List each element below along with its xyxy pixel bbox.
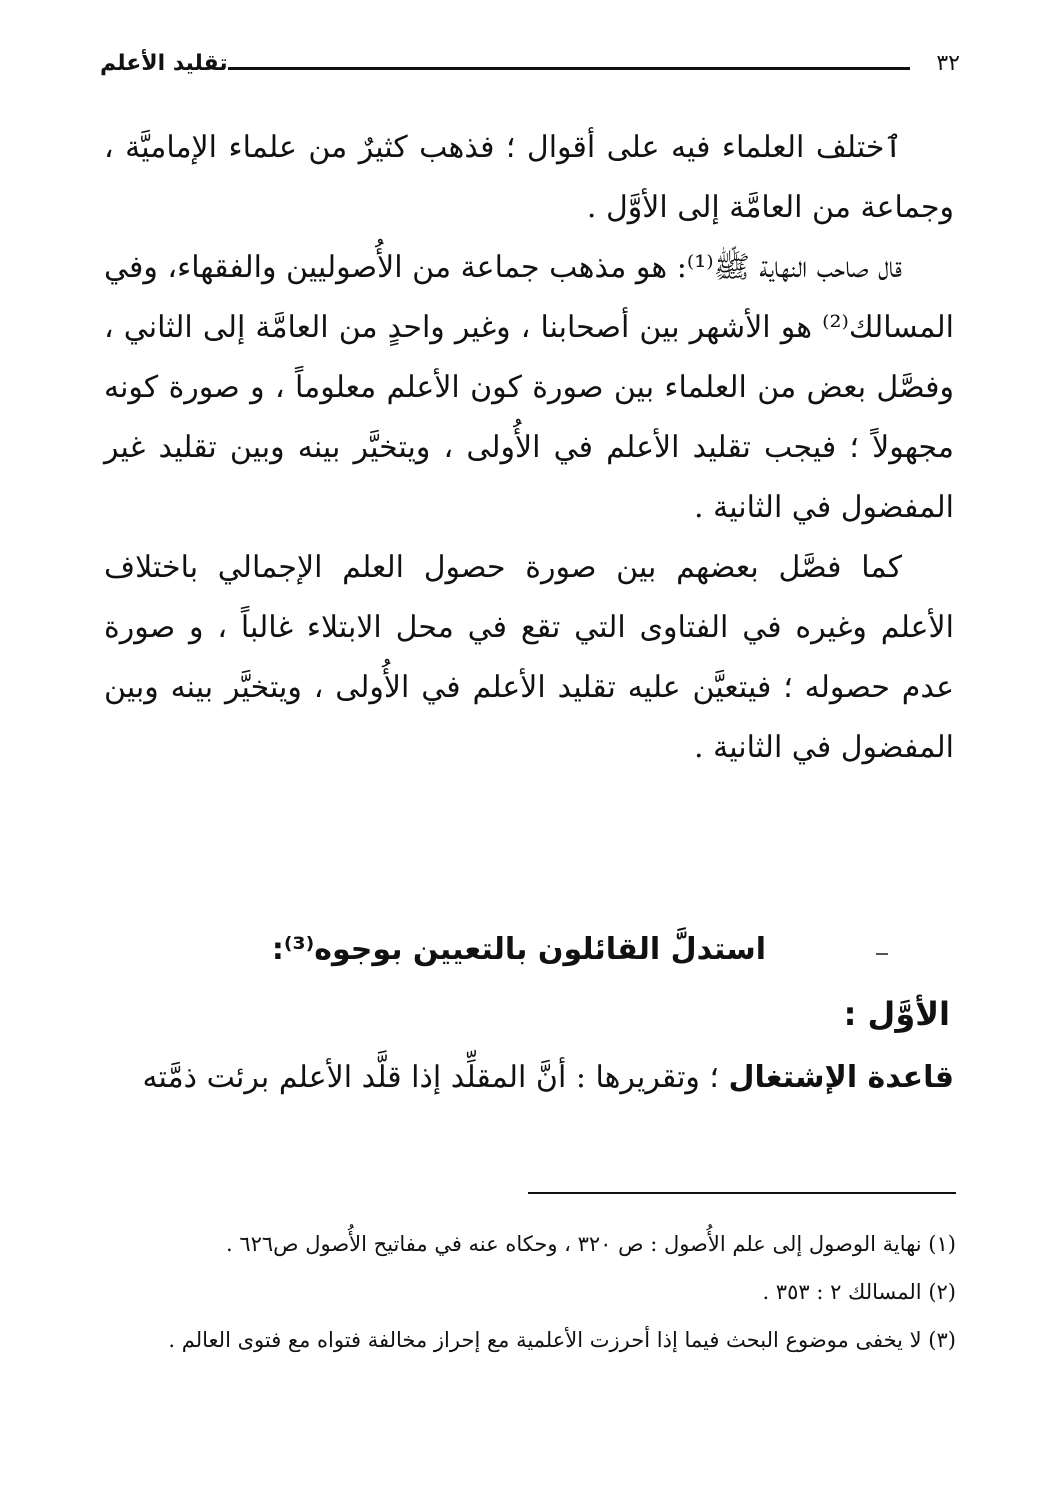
rule-text: ؛ وتقريرها : أنَّ المقلِّد إذا قلَّد الأعلم برئت ذمَّته [142, 1060, 729, 1095]
decorative-dash [876, 953, 888, 955]
footnote-2: (٢) المسالك ٢ : ٣٥٣ . [762, 1280, 956, 1304]
paragraph-3: كما فصَّل بعضهم بين صورة حصول العلم الإجمالي باختلاف الأعلم وغيره في الفتاوى التي تقع في محل الابتلاء غالباً ، و صورة عدم حصوله ؛ فيتعيَّن عليه تقليد الأعلم في الأُولى ، ويتخيَّر بينه وبين المفضول في الثانية . [104, 550, 954, 765]
footnote-3: (٣) لا يخفى موضوع البحث فيما إذا أحرزت الأعلمية مع إحراز مخالفة فتواه مع فتوى العالم . [168, 1328, 956, 1352]
paragraph-2: قال صاحب النهاية ﷺ⁽¹⁾: هو مذهب جماعة من الأُصوليين والفقهاء، وفي المسالك⁽²⁾ هو الأشهر بين أصحابنا ، وغير واحدٍ من العامَّة إلى الثاني ، وفصَّل بعض من العلماء بين صورة كون الأعلم معلوماً ، و صورة كونه مجهولاً ؛ فيجب تقليد الأعلم في الأُولى ، ويتخيَّر بينه وبين تقليد غير المفضول في الثانية . [104, 250, 954, 525]
section-heading: استدلَّ القائلون بالتعيين بوجوه⁽³⁾: [271, 932, 766, 967]
section [104, 918, 954, 1110]
header-rule [228, 67, 910, 70]
footnote-separator [528, 1192, 956, 1194]
footnote-1: (١) نهاية الوصول إلى علم الأُصول : ص ٣٢٠ ، وحكاه عنه في مفاتيح الأُصول ص٦٢٦ . [225, 1232, 956, 1256]
rule-statement [104, 1046, 954, 1110]
page-number: ٣٢ [936, 51, 960, 76]
main-text [104, 118, 954, 778]
footnotes [104, 1222, 956, 1366]
header-title: تقليد الأعلم [100, 51, 228, 76]
paragraph-1: ٱختلف العلماء فيه على أقوال ؛ فذهب كثيرٌ من علماء الإماميَّة ، وجماعة من العامَّة إلى الأوَّل . [104, 130, 954, 225]
section-heading-line [104, 918, 954, 982]
rule-term: قاعدة الإشتغال [728, 1060, 954, 1095]
running-header [100, 48, 960, 88]
section-subheading: الأوَّل : [843, 995, 950, 1033]
